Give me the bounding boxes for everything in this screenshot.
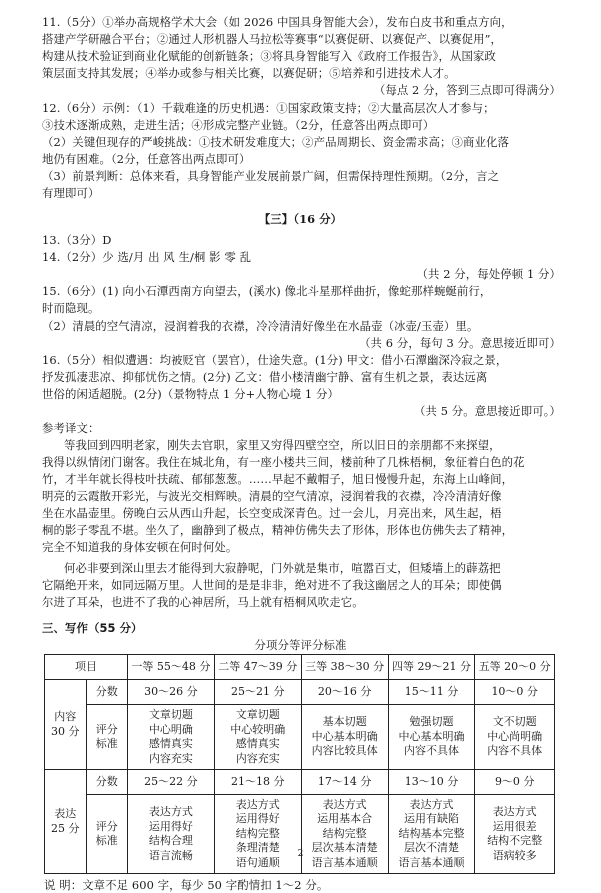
content-standard-2 <box>214 705 301 770</box>
expression-score-3: 17～14 分 <box>301 770 388 795</box>
expression-standard-1-line: 表达方式 <box>148 805 193 818</box>
expression-standard-5-line: 语病较多 <box>492 848 537 862</box>
content-score-label: 分数 <box>86 680 128 705</box>
rubric-header-item: 项目 <box>45 655 128 680</box>
content-score-row <box>45 680 555 705</box>
expression-score-4: 13～10 分 <box>388 770 475 795</box>
expression-standard-3-line: 层次基本清楚 <box>311 841 378 855</box>
expression-standard-2-line: 运用得好 <box>235 812 280 826</box>
q11-line-2: 搭建产学研融合平台；②通过人形机器人马拉松等赛事“以赛促研、以赛促产、以赛促用”， <box>42 32 502 46</box>
content-standard-1-line: 文章切题 <box>148 708 193 721</box>
expression-standard-4-line: 层次不清楚 <box>403 841 459 855</box>
content-standard-4-line: 中心基本明确 <box>398 729 465 743</box>
content-standard-3 <box>301 705 388 770</box>
expression-score-5: 9～0 分 <box>475 770 555 795</box>
content-standard-label: 评分 标准 <box>86 705 128 770</box>
content-standard-4-line: 内容不具体 <box>403 744 459 758</box>
q16-line-1: 16.（5分）相似遭遇：均被贬官（罢官），仕途失意。(1分) 甲文：借小石潭幽深冷寂之景， <box>42 353 508 367</box>
translation-p1-line-5: 坐在水晶壶里。傍晚白云从西山升起，长空变成深青色。过一会儿，月亮出来，风生起，梧 <box>42 506 502 520</box>
content-standard-2-line: 文章切题 <box>235 708 280 721</box>
expression-score-row <box>45 770 555 795</box>
content-standard-4-line: 勉强切题 <box>409 715 454 729</box>
content-standard-1-line: 内容充实 <box>148 751 193 765</box>
expression-standard-3-line: 运用基本合 <box>317 812 373 826</box>
translation-p1-line-3: 竹，才半年就长得枝叶扶疏、郁郁葱葱。……早起不戴帽子，旭日慢慢升起，东海上山峰间， <box>42 472 514 486</box>
content-standard-5 <box>475 705 555 770</box>
content-score-1: 30～26 分 <box>128 680 215 705</box>
expression-standard-label: 评分 标准 <box>86 795 128 874</box>
content-standard-3-line: 基本切题 <box>322 715 367 729</box>
content-standard-3-line: 中心基本明确 <box>311 729 378 743</box>
expression-standard-1-line: 结构合理 <box>148 834 193 847</box>
q11-line-1: 11.（5分）①举办高规格学术大会（如 2026 中国具身智能大会），发布白皮书和重点方向， <box>42 15 513 29</box>
translation-p1-line-4: 明亮的云霞散开彩光，与波光交相辉映。清晨的空气清凉，浸润着我的衣襟，冷冷清清好像 <box>42 489 502 503</box>
expression-standard-3-line: 结构完整 <box>322 826 367 840</box>
q11-score-note: （每点 2 分，答到三点即可得满分） <box>373 83 561 97</box>
expression-standard-2-line: 结构完整 <box>235 826 280 840</box>
rubric-header-grade-4: 四等 29～21 分 <box>388 655 475 680</box>
expression-standard-5-line: 表达方式 <box>492 805 537 818</box>
rubric-header-grade-5: 五等 20～0 分 <box>475 655 555 680</box>
q14-score-note: （共 2 分，每处停顿 1 分） <box>416 267 561 281</box>
rubric-header-grade-2: 二等 47～39 分 <box>214 655 301 680</box>
translation-p2-line-2: 它隔绝开来，如同远隔万里。人世间的是是非非，绝对进不了我这幽居之人的耳朵；即使偶 <box>42 578 502 592</box>
content-score-3: 20～16 分 <box>301 680 388 705</box>
q13-answer: 13.（3分）D <box>42 233 112 247</box>
expression-standard-5-line: 运用很差 <box>492 819 537 833</box>
q12-line-3: （2）关键但现存的严峻挑战：①技术研发难度大；②产品周期长、资金需求高；③商业化落 <box>42 135 509 149</box>
content-standard-4 <box>388 705 475 770</box>
content-standard-2-line: 中心较明确 <box>230 722 286 736</box>
writing-note: 说 明：文章不足 600 字，每少 50 字酌情扣 1～2 分。 <box>44 878 329 892</box>
expression-standard-2-line: 条理清楚 <box>235 841 280 855</box>
q12-line-6: 有理即可） <box>42 186 100 200</box>
rubric-caption: 分项分等评分标准 <box>254 638 347 652</box>
q14-answer: 14.（2分）少 选/月 出 风 生/桐 影 零 乱 <box>42 250 252 264</box>
expression-label: 表达 25 分 <box>45 770 87 874</box>
section-3-title: 【三】（16 分） <box>258 212 343 226</box>
expression-standard-4-line: 语言基本通顺 <box>398 855 465 869</box>
content-standard-1-line: 感情真实 <box>148 737 193 750</box>
expression-standard-5-line: 结构不完整 <box>487 834 543 847</box>
page-number: 2 <box>297 849 304 859</box>
expression-standard-4-line: 运用有缺陷 <box>403 812 459 826</box>
expression-standard-4-line: 结构基本完整 <box>398 826 465 840</box>
q15-line-3: （2）清晨的空气清凉，浸润着我的衣襟，冷冷清清好像坐在水晶壶（冰壶/玉壶）里。 <box>42 319 479 333</box>
expression-score-label: 分数 <box>86 770 128 795</box>
q15-line-1: 15.（6分）(1) 向小石潭西南方向望去，(溪水) 像北斗星那样曲折，像蛇那样蜿蜒前行， <box>42 284 492 298</box>
content-standard-5-line: 内容不具体 <box>487 744 543 758</box>
expression-standard-3-line: 表达方式 <box>322 797 367 811</box>
q16-line-2: 抒发孤凄悲凉、抑郁忧伤之情。(2分) 乙文：借小楼清幽宁静、富有生机之景，表达远离 <box>42 370 488 384</box>
expression-standard-1-line: 运用得好 <box>148 819 193 833</box>
content-standard-5-line: 文不切题 <box>492 715 537 729</box>
content-standard-2-line: 感情真实 <box>235 737 280 750</box>
expression-standard-3-line: 语言基本通顺 <box>311 855 378 869</box>
rubric-header-row <box>45 655 555 680</box>
q15-line-2: 时而隐现。 <box>42 301 100 315</box>
expression-standard-1-line: 语言流畅 <box>148 848 193 862</box>
q12-line-4: 地仍有困难。（2分，任意答出两点即可） <box>42 152 251 166</box>
q16-line-3: 世俗的闲适超脱。(2分)（景物特点 1 分+人物心境 1 分） <box>42 387 339 401</box>
q12-line-5: （3）前景判断：总体来看，具身智能产业发展前景广阔，但需保持理性预期。（2分，言之 <box>42 169 500 183</box>
content-standard-3-line: 内容比较具体 <box>311 744 378 758</box>
scoring-rubric-table <box>44 654 555 874</box>
translation-p1-line-6: 桐的影子零乱不堪。坐久了，幽静到了极点，精神仿佛失去了形体，形体也仿佛失去了精神， <box>42 523 514 537</box>
translation-p1-line-7: 完全不知道我的身体安顿在何时何处。 <box>42 540 238 554</box>
content-standard-1 <box>128 705 215 770</box>
rubric-header-grade-3: 三等 38～30 分 <box>301 655 388 680</box>
expression-score-2: 21～18 分 <box>214 770 301 795</box>
translation-p2-line-3: 尔进了耳朵，也进不了我的心神居所，马上就有梧桐风吹走它。 <box>42 595 364 609</box>
content-score-5: 10～0 分 <box>475 680 555 705</box>
content-score-2: 25～21 分 <box>214 680 301 705</box>
content-standard-1-line: 中心明确 <box>148 722 193 736</box>
expression-standard-2-line: 表达方式 <box>235 797 280 811</box>
q11-line-3: 构建从技术验证到商业化赋能的创新链条；③将具身智能写入《政府工作报告》，从国家政 <box>42 49 496 63</box>
q12-line-2: ③技术逐渐成熟，走进生活；④形成完整产业链。（2分，任意答出两点即可） <box>42 118 435 132</box>
writing-section-title: 三、写作（55 分） <box>42 621 143 635</box>
q12-line-1: 12.（6分）示例：（1）千载难逢的历史机遇：①国家政策支持；②大量高层次人才参与； <box>42 101 495 115</box>
expression-standard-2-line: 语句通顺 <box>235 855 280 869</box>
translation-title: 参考译文： <box>42 421 100 435</box>
q16-score-note: （共 5 分。意思接近即可。） <box>414 404 561 418</box>
content-standard-5-line: 中心尚明确 <box>487 729 543 743</box>
translation-p1-line-1: 等我回到四明老家，刚失去官职，家里又穷得四壁空空，所以旧日的亲朋都不来探望， <box>64 438 501 452</box>
expression-standard-4-line: 表达方式 <box>409 797 454 811</box>
content-label: 内容 30 分 <box>45 680 87 770</box>
q11-line-4: 策层面支持其发展；④举办或参与相关比赛，以赛促研；⑤培养和引进技术人才。 <box>42 66 456 80</box>
q15-score-note: （共 6 分，每句 3 分。意思接近即可） <box>359 336 561 350</box>
translation-p1-line-2: 我得以纵情闭门谢客。我住在城北角，有一座小楼共三间，楼前种了几株梧桐，象征着白色的花 <box>42 455 525 469</box>
expression-score-1: 25～22 分 <box>128 770 215 795</box>
content-standard-2-line: 内容充实 <box>235 751 280 765</box>
content-score-4: 15～11 分 <box>388 680 475 705</box>
translation-p2-line-1: 何必非要到深山里去才能得到大寂静呢，门外就是集市，喧嚣百丈，但矮墙上的薜荔把 <box>64 561 501 575</box>
rubric-header-grade-1: 一等 55～48 分 <box>128 655 215 680</box>
content-standard-row <box>45 705 555 770</box>
